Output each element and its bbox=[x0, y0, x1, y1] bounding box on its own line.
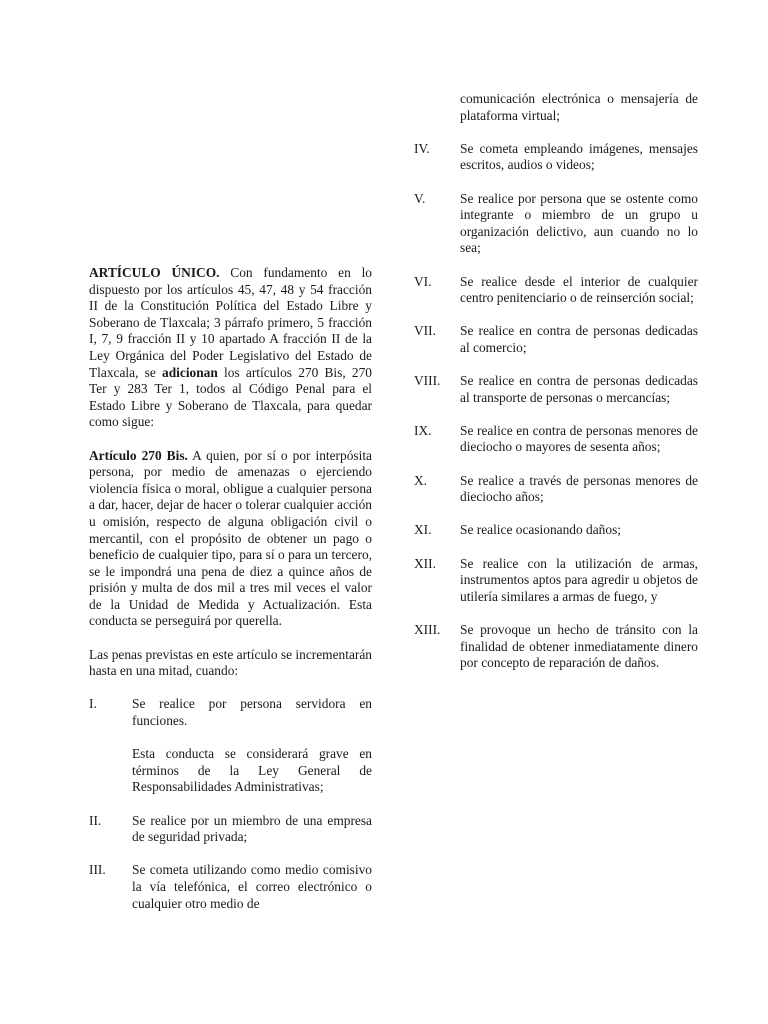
item-text: Se realice en contra de personas menores de dieciocho o mayores de sesenta años; bbox=[460, 422, 698, 455]
item-text: Se cometa empleando imágenes, mensajes escritos, audios o videos; bbox=[460, 140, 698, 173]
item-text: Se realice a través de personas menores de dieciocho años; bbox=[460, 472, 698, 505]
item-text: Se realice en contra de personas dedicadas al comercio; bbox=[460, 323, 698, 355]
item-text: Se realice con la utilización de armas, instrumentos aptos para agredir u objetos de utilería similares a armas de fuego, y bbox=[460, 555, 698, 604]
item-number: II. bbox=[89, 812, 102, 828]
item-text: Se realice en contra de personas dedicadas al transporte de personas o mercancías; bbox=[460, 373, 698, 405]
article-unico-paragraph bbox=[89, 265, 372, 431]
list-item-ix bbox=[414, 423, 698, 456]
item-text: Se realice desde el interior de cualquier centro penitenciario o de reinserción social; bbox=[460, 273, 698, 306]
item-number: IX. bbox=[414, 422, 432, 438]
item-text: Se realice por persona servidora en funciones. bbox=[132, 696, 372, 729]
item-number: VII. bbox=[414, 323, 436, 339]
list-item-x bbox=[414, 473, 698, 506]
item-number: XII. bbox=[414, 555, 436, 571]
list-item-xii bbox=[414, 556, 698, 606]
item-number: VI. bbox=[414, 273, 432, 289]
article-270-bis-paragraph bbox=[89, 448, 372, 631]
list-item-viii bbox=[414, 373, 698, 406]
article-unico-text-a: Con fundamento en lo dispuesto por los artículos 45, 47, 48 y 54 fracción II de la Constitución Política del Estado Libre y Soberano de Tlaxcala; 3 párrafo primero, 5 fracción I, 7, 9 fracción II y 10 apartado A fracción II de la Ley Orgánica del Poder Legislativo del Estado de Tlaxcala, se bbox=[89, 265, 372, 380]
list-item-xiii bbox=[414, 622, 698, 672]
item-number: X. bbox=[414, 472, 428, 488]
article-unico-heading: ARTÍCULO ÚNICO. bbox=[89, 265, 220, 280]
article-270-bis-text: A quien, por sí o por interpósita persona, por medio de amenazas o ejerciendo violencia física o moral, obligue a cualquier persona a dar, hacer, dejar de hacer o tolerar cualquier acción u omisión, respecto de alguna obligación civil o mercantil, con el propósito de obtener un pago o beneficio de cualquier tipo, para sí o para un tercero, se le impondrá una pena de diez a quince años de prisión y multa de dos mil a tres mil veces el valor de la Unidad de Medida y Actualización. Esta conducta se perseguirá por querella. bbox=[89, 447, 372, 629]
item-text: Se realice por un miembro de una empresa de seguridad privada; bbox=[132, 812, 372, 845]
adicionan-bold: adicionan bbox=[162, 364, 218, 380]
item-number: XIII. bbox=[414, 622, 441, 637]
item-number: V. bbox=[414, 190, 426, 206]
item-number: I. bbox=[89, 696, 97, 712]
item-number: VIII. bbox=[414, 373, 441, 389]
item-text: Se realice ocasionando daños; bbox=[460, 522, 622, 538]
item-number: XI. bbox=[414, 522, 432, 538]
item-text: comunicación electrónica o mensajería de plataforma virtual; bbox=[460, 91, 698, 123]
penalties-paragraph: Las penas previstas en este artículo se incrementarán hasta en una mitad, cuando: bbox=[89, 646, 372, 679]
item-text: Se realice por persona que se ostente como integrante o miembro de un grupo u organización delictivo, aun cuando no lo sea; bbox=[460, 190, 698, 256]
list-item-iii-continuation bbox=[414, 91, 698, 124]
item-number: IV. bbox=[414, 140, 430, 156]
item-extra-text: Esta conducta se considerará grave en términos de la Ley General de Responsabilidades Administrativas; bbox=[132, 746, 372, 795]
list-item-iv bbox=[414, 141, 698, 174]
list-item-iii bbox=[89, 862, 372, 912]
article-270-bis-heading: Artículo 270 Bis. bbox=[89, 447, 188, 463]
item-text: Se cometa utilizando como medio comisivo la vía telefónica, el correo electrónico o cualquier otro medio de bbox=[132, 862, 372, 911]
item-text: Se provoque un hecho de tránsito con la finalidad de obtener inmediatamente dinero por concepto de reparación de daños. bbox=[460, 622, 698, 671]
article-unico-text-b: los artículos 270 Bis, 270 Ter y 283 Ter 1, todos al Código Penal para el Estado Libre y Soberano de Tlaxcala, para quedar como sigue: bbox=[89, 364, 372, 430]
right-column bbox=[414, 91, 698, 672]
list-item-vi bbox=[414, 274, 698, 307]
list-item-xi bbox=[414, 522, 698, 539]
left-column bbox=[89, 265, 372, 912]
list-item-ii bbox=[89, 813, 372, 846]
item-number: III. bbox=[89, 862, 106, 878]
list-item-i bbox=[89, 696, 372, 796]
list-item-vii bbox=[414, 323, 698, 356]
list-item-v bbox=[414, 191, 698, 257]
